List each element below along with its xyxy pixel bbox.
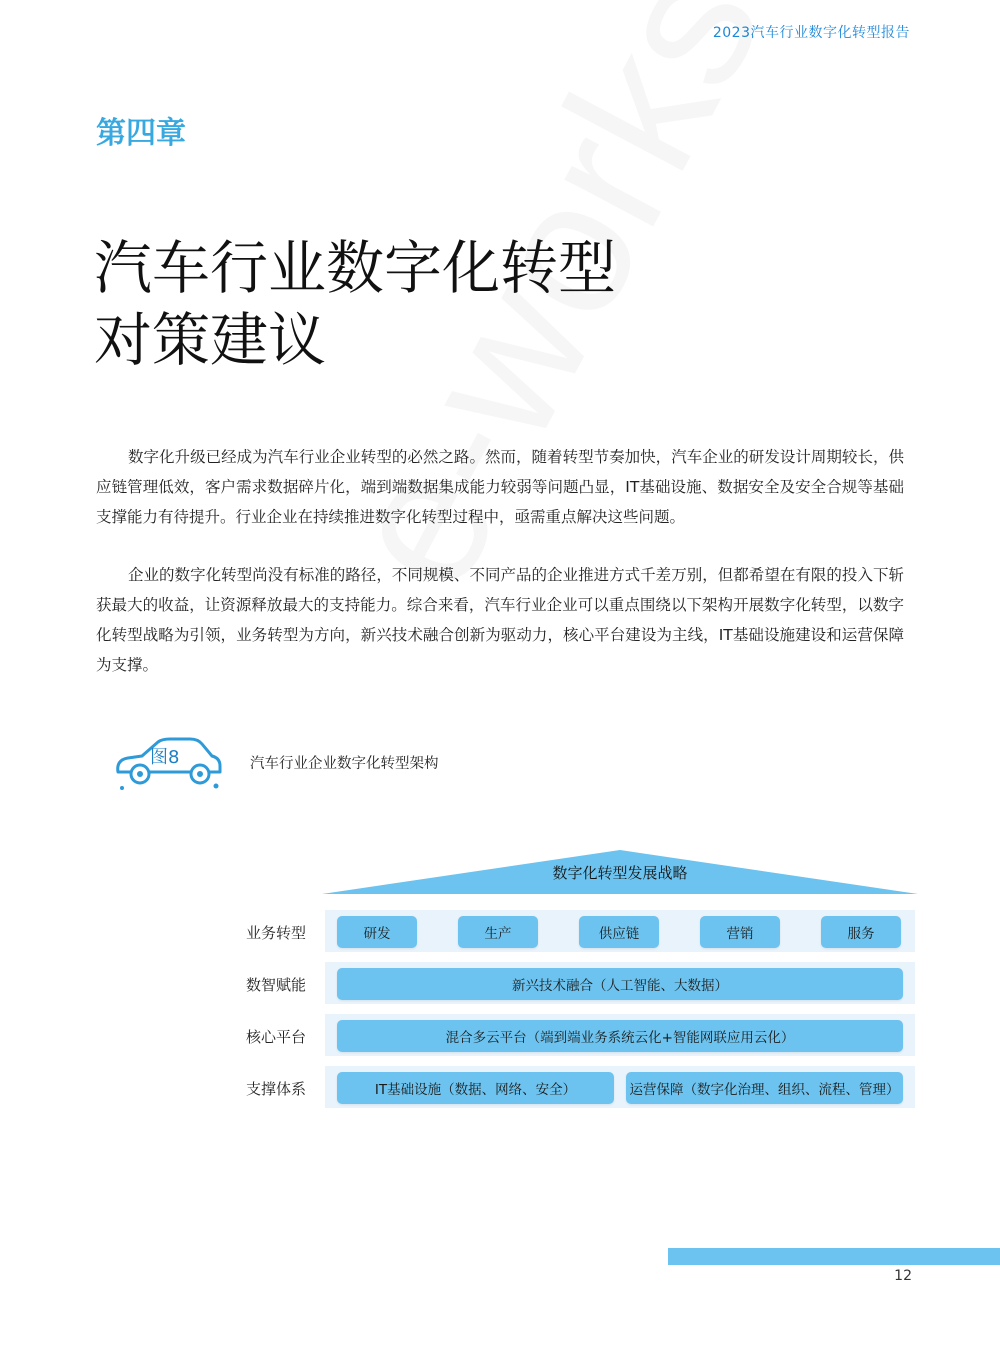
figure-badge-label: 图8 <box>150 747 180 768</box>
page-title <box>94 232 616 376</box>
row-label-enable: 数智赋能 <box>246 976 307 994</box>
business-item-rd: 研发 <box>337 916 417 948</box>
support-it-infrastructure: IT基础设施（数据、网络、安全） <box>337 1072 614 1104</box>
business-item-marketing: 营销 <box>700 916 780 948</box>
footer-accent-bar <box>668 1248 1000 1265</box>
support-operations: 运营保障（数字化治理、组织、流程、管理） <box>626 1072 903 1104</box>
body-paragraph: 数字化升级已经成为汽车行业企业转型的必然之路。然而，随着转型节奏加快，汽车企业的研发设计周期较长，供应链管理低效，客户需求数据碎片化，端到端数据集成能力较弱等问题凸显，IT基础设施、数据安全及安全合规等基础支撑能力有待提升。行业企业在持续推进数字化转型过程中，亟需重点解决这些问题。 <box>96 448 904 526</box>
business-item-service: 服务 <box>821 916 901 948</box>
business-item-production: 生产 <box>458 916 538 948</box>
page-title-line-1: 汽车行业数字化转型 <box>94 234 617 302</box>
page-number: 12 <box>894 1268 912 1284</box>
row-label-business: 业务转型 <box>246 924 307 942</box>
report-header-title: 2023汽车行业数字化转型报告 <box>712 25 910 41</box>
core-content: 混合多云平台（端到端业务系统云化+智能网联应用云化） <box>337 1020 903 1052</box>
strategy-label: 数字化转型发展战略 <box>552 864 688 882</box>
row-label-core: 核心平台 <box>246 1028 307 1046</box>
row-label-support: 支撑体系 <box>246 1080 307 1098</box>
business-item-supply-chain: 供应链 <box>579 916 659 948</box>
chapter-label: 第四章 <box>96 116 186 151</box>
body-paragraph: 企业的数字化转型尚没有标准的路径，不同规模、不同产品的企业推进方式千差万别，但都希望在有限的投入下斩获最大的收益，让资源释放最大的支持能力。综合来看，汽车行业企业可以重点围绕以下架构开展数字化转型，以数字化转型战略为引领，业务转型为方向，新兴技术融合创新为驱动力，核心平台建设为主线，IT基础设施建设和运营保障为支撑。 <box>96 566 904 674</box>
enable-content: 新兴技术融合（人工智能、大数据） <box>337 968 903 1000</box>
page-title-line-2: 对策建议 <box>94 306 327 374</box>
figure-caption: 汽车行业企业数字化转型架构 <box>250 756 439 772</box>
